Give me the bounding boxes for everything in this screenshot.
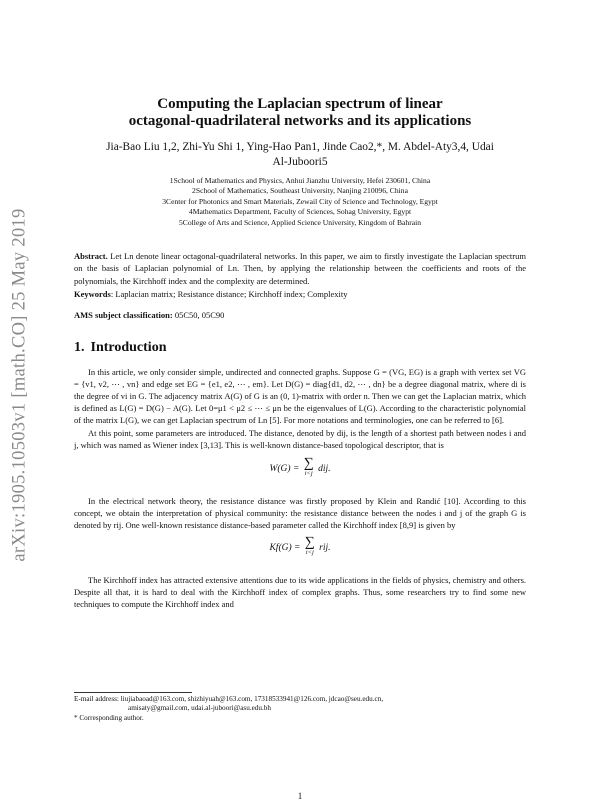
footnote-email-line-1: E-mail address: liujiabaoad@163.com, shizhiyuah@163.com, 17318533941@126.com, jdcao@seu.edu.cn, [74, 695, 384, 703]
footnote-corresponding: * Corresponding author. [74, 713, 144, 722]
summation-icon: ∑ i<j [304, 534, 315, 556]
paragraph-1: In this article, we only consider simple, undirected and connected graphs. Suppose G = (VG, EG) is a graph with vertex set VG = {v1, v2, ⋯ , vn} and edge set EG = {e1, e2, ⋯ , em}. Let D(G) = diag{d1, d2, ⋯ , dn} be a degree diagonal matrix, where di is the degree of vi in G. The adjacency matrix A(G) of G is an (0, 1)-matrix with order n. Then we can get the Laplacian matrix, which is defined as L(G) = D(G) − A(G). Let 0=μ1 < μ2 ≤ ⋯ ≤ μn be the eigenvalues of L(G). According to the characteristic polynomial of the matrix L(G), we can get Laplacian spectrum of Ln [5]. For more notations and terminologies, one can be referred to [6]. [74, 366, 526, 426]
eq1-rhs: dij. [318, 464, 331, 475]
footnote-email-line-2: amisaty@gmail.com, udai.al-juboori@asu.edu.bh [128, 704, 271, 713]
section-number: 1. [74, 339, 85, 355]
author-list [74, 140, 526, 170]
abstract-text: Let Ln denote linear octagonal-quadrilateral networks. In this paper, we aim to firstly investigate the Laplacian spectrum on the basis of Laplacian polynomial of Ln. Then, by applying the relationship between the coefficients and roots of the polynomials, the Kirchhoff index and the complexity are determined. [74, 251, 526, 286]
ams-classification [74, 309, 526, 321]
equation-kirchhoff-index [74, 534, 526, 564]
authors-line-1: Jia-Bao Liu 1,2, Zhi-Yu Shi 1, Ying-Hao Pan1, Jinde Cao2,*, M. Abdel-Aty3,4, Udai [106, 141, 494, 153]
keywords [74, 288, 526, 300]
footnote-rule [74, 692, 192, 693]
footnotes [74, 692, 526, 723]
eq2-subscript: i<j [305, 548, 314, 556]
abstract [74, 250, 526, 287]
paragraph-3: In the electrical network theory, the resistance distance was firstly proposed by Klein and Randić [10]. According to this concept, we obtain the interpretation of physical community: the resistance distance between the nodes i and j of the graph G is denoted by rij. One well-known resistance distance-based parameter called the Kirchhoff index [8,9] is given by [74, 495, 526, 531]
paragraph-4: The Kirchhoff index has attracted extensive attentions due to its wide applications in the fields of physics, chemistry and others. Despite all that, it is hard to deal with the Kirchhoff index of complex graphs. Thus, some researchers try to find some new techniques to compute the Kirchhoff index and [74, 574, 526, 609]
eq1-subscript: i<j [304, 469, 313, 477]
keywords-text: : Laplacian matrix; Resistance distance; Kirchhoff index; Complexity [110, 288, 348, 299]
keywords-label: Keywords [74, 288, 111, 299]
arxiv-sidebar-stamp [8, 170, 32, 600]
title-line-2: octagonal-quadrilateral networks and its applications [128, 113, 472, 129]
eq2-lhs: Kf(G) = [269, 542, 301, 553]
paragraph-2: At this point, some parameters are introduced. The distance, denoted by dij, is the length of a shortest path between nodes i and j, which was named as Wiener index [3,13]. This is well-known distance-based topological descriptor, that is [74, 427, 526, 450]
affiliation-4: 4Mathematics Department, Faculty of Sciences, Sohag University, Egypt [188, 207, 412, 217]
ams-text: 05C50, 05C90 [172, 310, 225, 321]
affiliation-2: 2School of Mathematics, Southeast University, Nanjing 210096, China [192, 186, 408, 196]
equation-wiener-index [74, 455, 526, 485]
ams-label: AMS subject classification: [74, 310, 173, 321]
eq2-rhs: rij. [319, 542, 331, 553]
paper-title [74, 96, 526, 130]
summation-icon: ∑ i<j [303, 455, 314, 477]
authors-line-2: Al-Juboori5 [272, 156, 328, 168]
arxiv-id: arXiv:1905.10503v1 [math.CO] 25 May 2019 [9, 208, 30, 562]
affiliation-1: 1School of Mathematics and Physics, Anhui Jianzhu University, Hefei 230601, China [169, 176, 431, 185]
abstract-label: Abstract. [74, 251, 108, 262]
paper-page [74, 96, 526, 610]
affiliation-5: 5College of Arts and Science, Applied Science University, Kingdom of Bahrain [178, 217, 422, 227]
affiliation-3: 3Center for Photonics and Smart Materials, Zewail City of Science and Technology, Egypt [162, 196, 438, 206]
title-line-1: Computing the Laplacian spectrum of linear [157, 96, 443, 112]
page-number: 1 [297, 791, 303, 801]
section-title: Introduction [90, 339, 167, 355]
affiliations [74, 176, 526, 228]
eq1-lhs: W(G) = [269, 464, 300, 475]
section-heading [74, 340, 526, 356]
